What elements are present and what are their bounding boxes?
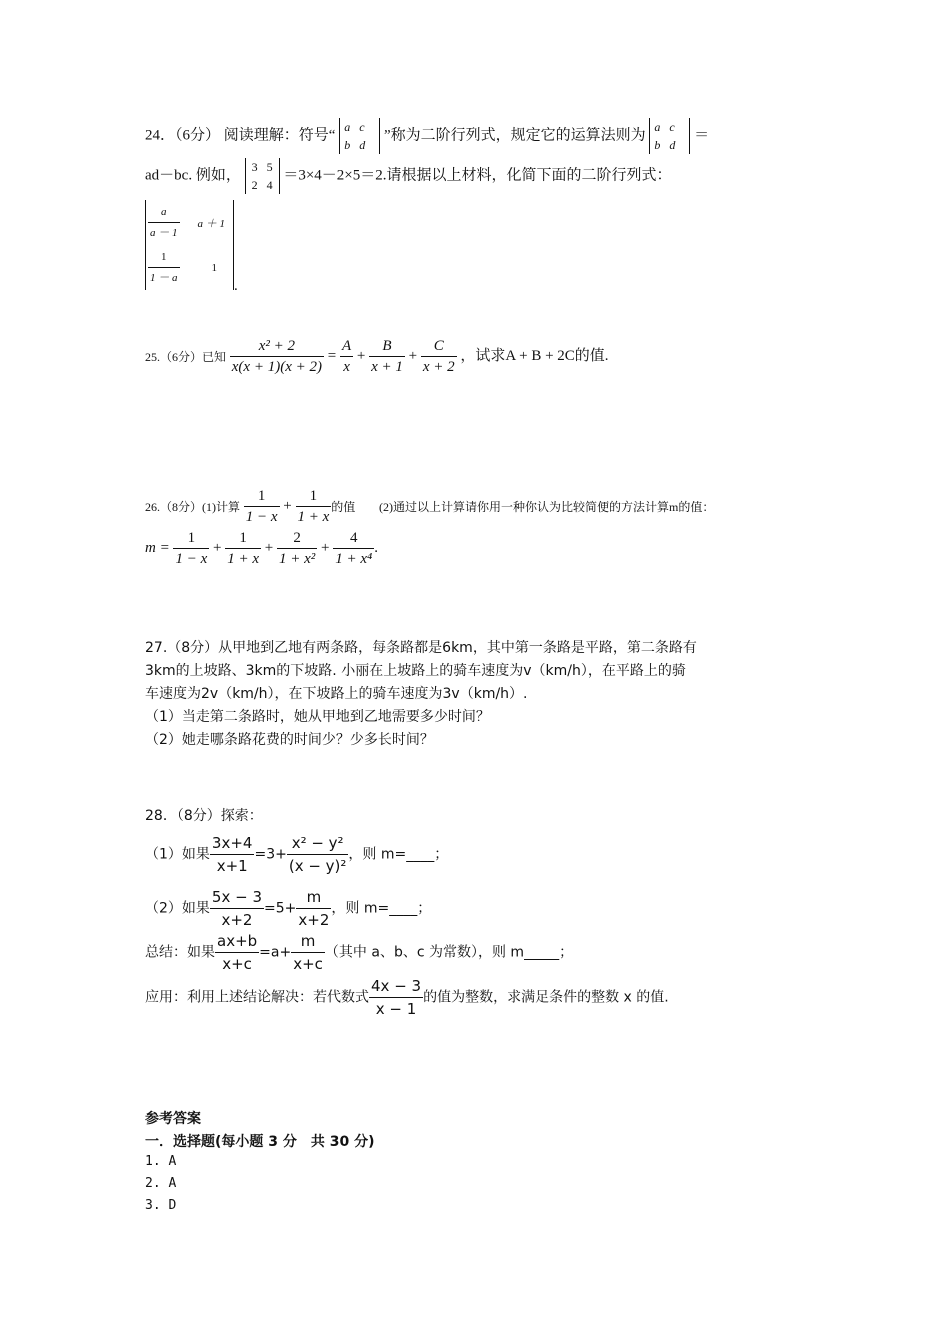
answer-2: 2. A [145,1176,177,1191]
q28-part1: （1）如果 $\frac{3x+4}{x+1}$ =3+ $\frac{\text{x² − y²}}{\text{(x − y)²}}$ ，则 m=____； [145,834,449,875]
q25-lhs-frac: $\frac{\text{x² + 2}}{x(x + 1)(x + 2)}$ [231,338,322,375]
answers-title: 参考答案 [145,1111,201,1127]
q27-line2: 3km的上坡路、3km的下坡路. 小丽在上坡路上的骑车速度为v（km/h），在平路上的骑 [145,663,686,679]
q25-number: 25.（6分）已知 [145,350,227,364]
q26-tail1: 的值 [331,500,356,514]
q24-matrix-det [145,200,234,290]
q24-line1 [145,118,709,154]
q24-det-rule: a c b d [649,118,690,154]
q26-m-frac-3: $\frac{2}{\text{1 + x²}}$ [278,530,316,567]
q27-line1: 27.（8分）从甲地到乙地有两条路，每条路都是6km，其中第一条路是平路，第二条路有 [145,640,697,656]
q24-text1: 阅读理解：符号“ [223,127,336,144]
q24-text3: ad－bc. 例如， [145,167,241,184]
q24-example-det: 3 5 2 4 [245,158,280,194]
q27-line4: （1）当走第二条路时，她从甲地到乙地需要多少时间？ [145,709,490,725]
q24-matrix-tr: a ＋ 1 [197,217,225,230]
q26-line2: m = $\frac{1}{1 - x}$ + $\frac{1}{1 + x}$ + $\frac{2}{\text{1 + x²}}$ + $\frac{4}{\text{1 + x⁴}}$ . [145,530,378,567]
q24-eq: ＝ [694,127,710,144]
q28-p1-frac2: $\frac{\text{x² − y²}}{\text{(x − y)²}}$ [288,834,347,875]
q25-tail: ，试求A + B + 2C的值. [460,347,609,364]
q28-sum-frac2: $\frac{m}{x+c}$ [293,932,323,973]
q26-m-frac-4: $\frac{4}{\text{1 + x⁴}}$ [335,530,373,567]
q24-det-symbol: a c b d [339,118,380,154]
answer-3: 3. D [145,1198,177,1213]
q28-part2: （2）如果 $\frac{5x - 3}{x+2}$ =5+ $\frac{m}{x+2}$ ，则 m=____； [145,888,432,929]
q27-line3: 车速度为2v（km/h），在下坡路上的骑车速度为3v（km/h）. [145,686,528,702]
q24-matrix [145,200,238,295]
q28-sum-frac: $\frac{ax+b}{x+c}$ [217,932,258,973]
q28-p2-frac2: $\frac{m}{x+2}$ [298,888,330,929]
q24-matrix-br: 1 [211,261,217,274]
q28-summary: 总结：如果 $\frac{ax+b}{x+c}$ =a+ $\frac{m}{x+c}$ （其中 a、b、c 为常数），则 m_____； [145,932,574,973]
q25-frac-B: $\frac{B}{x + 1}$ [371,338,403,375]
answer-1: 1. A [145,1154,177,1169]
q27-line5: （2）她走哪条路花费的时间少？少多长时间？ [145,732,434,748]
q26-frac-2: $\frac{1}{1 + x}$ [297,488,330,525]
q24-text2: ”称为二阶行列式，规定它的运算法则为 [383,127,646,144]
q24-matrix-table [148,200,225,290]
q26-m-frac-1: $\frac{1}{1 - x}$ [175,530,208,567]
q25-frac-A: $\frac{A}{x}$ [341,338,352,375]
q26-frac-1: $\frac{1}{1 - x}$ [245,488,278,525]
q26-m-frac-2: $\frac{1}{1 + x}$ [227,530,259,567]
q26-number: 26.（8分）(1)计算 [145,500,240,514]
q28-head: 28．（8分）探索： [145,808,263,824]
q24-frac-1: $\frac{1}{1 - a}$ [148,247,180,288]
q26-part2: (2)通过以上计算请你用一种你认为比较简便的方法计算m的值： [379,500,715,514]
q28-app-frac: $\frac{4x - 3}{x - 1}$ [371,977,422,1018]
answers-section: 一．选择题(每小题 3 分 共 30 分) [145,1134,375,1150]
q27-block [145,637,697,752]
q24-number: 24．（6分） [145,127,221,144]
q25-eq: = [327,347,337,364]
q28-p1-frac: $\frac{3x+4}{x+1}$ [211,834,253,875]
q24-line2 [145,158,672,194]
q24-text4: ＝3×4－2×5＝2.请根据以上材料，化简下面的二阶行列式： [283,167,672,184]
q24-frac-a: $\frac{a}{a - 1}$ [148,202,180,243]
q25-frac-C: $\frac{C}{x + 2}$ [422,338,455,375]
q26-m-eq: m = [145,540,170,556]
q25-line: 25.（6分）已知 $\frac{\text{x² + 2}}{x(x + 1)(x + 2)}$ = $\frac{A}{x}$ + $\frac{B}{x + 1}$ + $\frac{C}{x + 2}$ ，试求A + B + 2C的值. [145,338,609,375]
q28-p2-frac: $\frac{5x - 3}{x+2}$ [211,888,262,929]
q28-application: 应用：利用上述结论解决：若代数式 $\frac{4x - 3}{x - 1}$ 的值为整数，求满足条件的整数 x 的值. [145,977,669,1018]
q24-end: . [234,278,238,294]
q26-line1: 26.（8分）(1)计算 $\frac{1}{1 - x}$ + $\frac{1}{1 + x}$ 的值 (2)通过以上计算请你用一种你认为比较简便的方法计算m的值： [145,488,715,525]
